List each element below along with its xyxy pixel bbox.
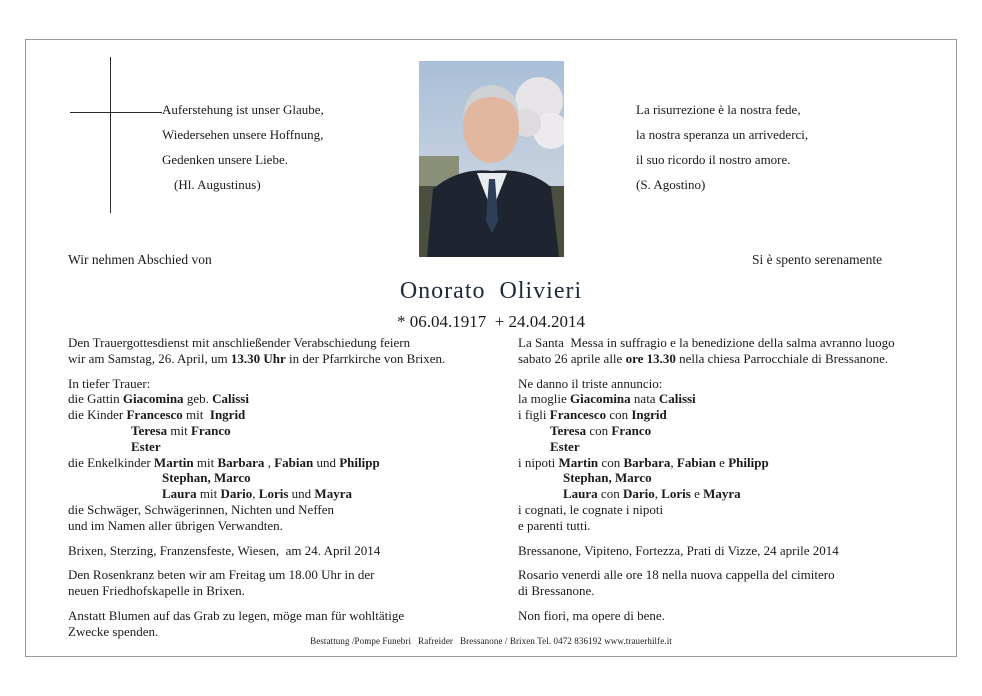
place-date: Brixen, Sterzing, Franzensfeste, Wiesen, am 24. April 2014 bbox=[68, 542, 381, 558]
wife-line: la moglie Giacomina nata Calissi bbox=[518, 391, 696, 407]
relatives-line: die Schwäger, Schwägerinnen, Nichten und Neffen bbox=[68, 501, 335, 517]
service-line: sabato 26 aprile alle ore 13.30 nella chiesa Parrocchiale di Bressanone. bbox=[518, 350, 889, 366]
quote-source: (Hl. Augustinus) bbox=[174, 177, 261, 192]
grandchildren-line: Laura mit Dario, Loris und Mayra bbox=[162, 486, 352, 502]
quote-line: Auferstehung ist unser Glaube, bbox=[162, 102, 324, 117]
mourning-intro: Ne danno il triste annuncio: bbox=[518, 375, 663, 391]
service-line: La Santa Messa in suffragio e la benedizione della salma avranno luogo bbox=[518, 335, 895, 350]
rosary-line: Den Rosenkranz beten wir am Freitag um 18.00 Uhr in der bbox=[68, 567, 375, 583]
rosary-line: di Bressanone. bbox=[518, 583, 595, 599]
flowers-line: Anstatt Blumen auf das Grab zu legen, möge man für wohltätige bbox=[68, 607, 405, 623]
quote-line: il suo ricordo il nostro amore. bbox=[636, 152, 791, 167]
rosary-line: neuen Friedhofskapelle in Brixen. bbox=[68, 583, 245, 599]
service-line: Den Trauergottesdienst mit anschließender Verabschiedung feiern bbox=[68, 335, 411, 350]
italian-column bbox=[518, 335, 895, 624]
deceased-dates-text: * 06.04.1917 + 24.04.2014 bbox=[396, 312, 586, 331]
deceased-name-text: Onorato Olivieri bbox=[399, 278, 583, 304]
children-line: i figli Francesco con Ingrid bbox=[518, 407, 667, 423]
children-line: Teresa mit Franco bbox=[131, 422, 231, 438]
grandchildren-line: Laura con Dario, Loris e Mayra bbox=[563, 486, 741, 502]
flowers-line: Zwecke spenden. bbox=[68, 623, 159, 639]
grandchildren-line: Stephan, Marco bbox=[563, 470, 652, 486]
portrait-photo bbox=[419, 61, 564, 257]
funeral-home-text: Bestattung /Pompe Funebri Rafreider Bressanone / Brixen Tel. 0472 836192 www.trauerhilfe.it bbox=[310, 636, 672, 646]
relatives-line: und im Namen aller übrigen Verwandten. bbox=[68, 517, 283, 533]
children-line: die Kinder Francesco mit Ingrid bbox=[68, 407, 246, 423]
quote-italian bbox=[636, 97, 808, 197]
rosary-line: Rosario venerdi alle ore 18 nella nuova cappella del cimitero bbox=[518, 567, 835, 583]
mourning-intro: In tiefer Trauer: bbox=[68, 375, 151, 391]
place-date: Bressanone, Vipiteno, Fortezza, Prati di Vizze, 24 aprile 2014 bbox=[518, 542, 839, 558]
quote-source: (S. Agostino) bbox=[636, 177, 706, 192]
german-column bbox=[68, 335, 445, 640]
deceased-name bbox=[0, 278, 982, 305]
flowers-line: Non fiori, ma opere di bene. bbox=[518, 607, 665, 623]
relatives-line: i cognati, le cognate i nipoti bbox=[518, 501, 664, 517]
children-line: Teresa con Franco bbox=[550, 422, 652, 438]
funeral-home-footer bbox=[0, 636, 982, 646]
grandchildren-line: Stephan, Marco bbox=[162, 470, 251, 486]
quote-german bbox=[162, 97, 324, 197]
quote-line: Gedenken unsere Liebe. bbox=[162, 152, 288, 167]
grandchildren-line: i nipoti Martin con Barbara, Fabian e Philipp bbox=[518, 454, 769, 470]
relatives-line: e parenti tutti. bbox=[518, 517, 591, 533]
quote-line: la nostra speranza un arrivederci, bbox=[636, 127, 809, 142]
quote-line: Wiedersehen unsere Hoffnung, bbox=[162, 127, 324, 142]
cross-icon bbox=[110, 57, 111, 213]
service-line: wir am Samstag, 26. April, um 13.30 Uhr in der Pfarrkirche von Brixen. bbox=[68, 350, 446, 366]
children-line: Ester bbox=[550, 438, 580, 454]
cross-icon-bar bbox=[70, 112, 162, 113]
farewell-italian: Si è spento serenamente bbox=[752, 252, 883, 267]
wife-line: die Gattin Giacomina geb. Calissi bbox=[68, 391, 249, 407]
grandchildren-line: die Enkelkinder Martin mit Barbara , Fabian und Philipp bbox=[68, 454, 380, 470]
farewell-german: Wir nehmen Abschied von bbox=[68, 252, 212, 267]
children-line: Ester bbox=[131, 438, 161, 454]
quote-line: La risurrezione è la nostra fede, bbox=[636, 102, 801, 117]
deceased-dates bbox=[0, 312, 982, 332]
